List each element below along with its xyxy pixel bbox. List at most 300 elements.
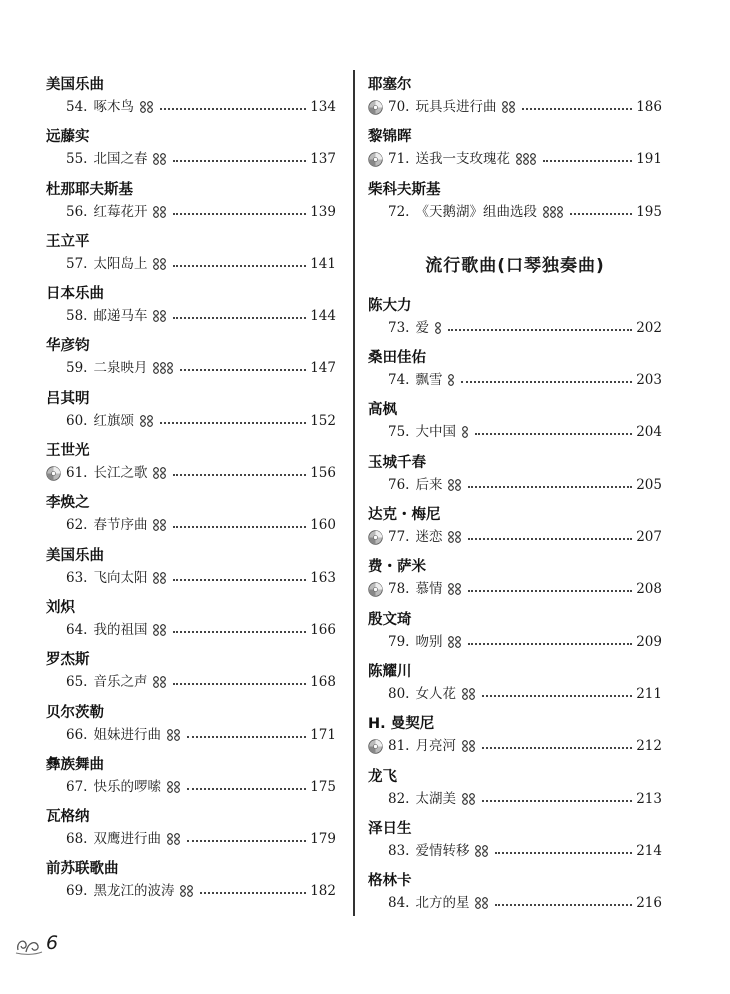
page-ref[interactable]: 211 (636, 685, 662, 702)
page-ref[interactable]: 209 (636, 633, 662, 650)
piece-number: 56. (66, 203, 88, 220)
composer-name: 达克・梅尼 (368, 507, 441, 524)
toc-entry[interactable] (368, 818, 662, 870)
page-ref[interactable]: 175 (310, 778, 336, 795)
difficulty-rating (153, 153, 167, 165)
difficulty-note-icon (502, 101, 508, 113)
page-ref[interactable]: 160 (310, 517, 336, 534)
toc-entry[interactable] (368, 295, 662, 347)
piece-title[interactable]: 二泉映月 (93, 360, 148, 377)
composer-name: 高枫 (368, 402, 397, 419)
piece-title[interactable]: 月亮河 (415, 738, 456, 755)
piece-row[interactable] (368, 735, 662, 757)
piece-row[interactable] (46, 148, 336, 170)
piece-title[interactable]: 飘雪 (415, 372, 443, 389)
piece-number: 58. (66, 308, 88, 325)
difficulty-note-icon (530, 153, 536, 165)
page-ref[interactable]: 204 (636, 424, 662, 441)
piece-number: 79. (388, 633, 410, 650)
difficulty-note-icon (153, 467, 159, 479)
difficulty-rating (153, 258, 167, 270)
composer-name: 吕其明 (46, 390, 90, 407)
dot-leader (173, 579, 306, 581)
piece-number: 68. (66, 831, 88, 848)
cd-audio-icon (368, 152, 383, 167)
piece-title[interactable]: 女人花 (415, 685, 456, 702)
piece-title[interactable]: 音乐之声 (93, 674, 148, 691)
page-ref[interactable]: 179 (310, 831, 336, 848)
composer-name: 远藤实 (46, 129, 90, 146)
difficulty-note-icon (153, 519, 159, 531)
difficulty-note-icon (462, 688, 468, 700)
piece-row[interactable] (368, 148, 662, 170)
piece-row[interactable] (368, 526, 662, 548)
difficulty-rating (167, 781, 181, 793)
difficulty-note-icon (435, 322, 441, 334)
page-ref[interactable]: 214 (636, 842, 662, 859)
difficulty-rating (153, 362, 174, 374)
piece-title[interactable]: 邮递马车 (93, 308, 148, 325)
piece-number: 72. (388, 203, 410, 220)
difficulty-note-icon (462, 426, 468, 438)
piece-title[interactable]: 《天鹅湖》组曲选段 (415, 203, 537, 220)
difficulty-note-icon (462, 740, 468, 752)
toc-entry[interactable] (46, 597, 336, 649)
dot-leader (173, 317, 306, 319)
toc-entry[interactable] (46, 545, 336, 597)
difficulty-note-icon (160, 258, 166, 270)
toc-entry[interactable] (46, 74, 336, 126)
piece-title[interactable]: 慕情 (415, 581, 443, 598)
dot-leader (495, 852, 632, 854)
dot-leader (173, 160, 306, 162)
difficulty-note-icon (167, 729, 173, 741)
toc-entry[interactable] (46, 335, 336, 387)
difficulty-note-icon (147, 101, 153, 113)
difficulty-note-icon (153, 310, 159, 322)
piece-title[interactable]: 我的祖国 (93, 621, 148, 638)
page-ref[interactable]: 208 (636, 581, 662, 598)
piece-number: 78. (388, 581, 410, 598)
piece-number: 82. (388, 790, 410, 807)
piece-title[interactable]: 爱 (415, 319, 429, 336)
toc-entry[interactable] (46, 649, 336, 701)
piece-row[interactable] (46, 357, 336, 379)
toc-entry[interactable] (46, 126, 336, 178)
piece-title[interactable]: 玩具兵进行曲 (415, 99, 497, 115)
dot-leader (482, 695, 632, 697)
difficulty-note-icon (160, 206, 166, 218)
difficulty-note-icon (482, 897, 488, 909)
difficulty-note-icon (153, 676, 159, 688)
piece-number: 60. (66, 412, 88, 429)
page-ref[interactable]: 163 (310, 569, 336, 586)
piece-number: 57. (66, 255, 88, 272)
page-ref[interactable]: 213 (636, 790, 662, 807)
piece-row[interactable] (46, 462, 336, 484)
piece-row[interactable] (46, 514, 336, 536)
difficulty-note-icon (153, 572, 159, 584)
page-ref[interactable]: 141 (310, 255, 336, 272)
difficulty-note-icon (462, 793, 468, 805)
toc-entry[interactable] (368, 766, 662, 818)
composer-name: 费・萨米 (368, 559, 426, 576)
dot-leader (448, 329, 632, 331)
difficulty-rating (448, 374, 455, 386)
dot-leader (160, 108, 306, 110)
toc-entry[interactable] (368, 504, 662, 556)
difficulty-note-icon (509, 101, 515, 113)
difficulty-note-icon (482, 845, 488, 857)
dot-leader (187, 736, 306, 738)
piece-title[interactable]: 爱情转移 (415, 842, 470, 859)
difficulty-rating (462, 426, 469, 438)
dot-leader (468, 538, 632, 540)
piece-number: 80. (388, 685, 410, 702)
dot-leader (482, 747, 632, 749)
piece-title[interactable]: 飞向太阳 (93, 569, 148, 586)
page-ref[interactable]: 156 (310, 465, 336, 482)
toc-entry[interactable] (46, 858, 336, 910)
dot-leader (173, 213, 306, 215)
piece-title[interactable]: 太阳岛上 (93, 255, 148, 272)
difficulty-note-icon (469, 740, 475, 752)
toc-entry[interactable] (46, 388, 336, 440)
piece-row[interactable] (368, 421, 662, 443)
piece-row[interactable] (368, 578, 662, 600)
piece-title[interactable]: 吻别 (415, 633, 443, 650)
difficulty-rating (448, 583, 462, 595)
page-ref[interactable]: 137 (310, 151, 336, 168)
difficulty-note-icon (187, 885, 193, 897)
toc-entry[interactable] (368, 556, 662, 608)
piece-row[interactable] (46, 305, 336, 327)
difficulty-rating (153, 519, 167, 531)
toc-left-column (46, 74, 336, 911)
page-ref[interactable]: 203 (636, 372, 662, 389)
difficulty-note-icon (180, 885, 186, 897)
difficulty-rating (153, 467, 167, 479)
difficulty-note-icon (160, 362, 166, 374)
dot-leader (173, 474, 306, 476)
difficulty-rating (167, 729, 181, 741)
difficulty-rating (543, 206, 564, 218)
piece-number: 61. (66, 465, 88, 482)
composer-name: 刘炽 (46, 599, 75, 616)
cd-audio-icon (368, 100, 383, 115)
composer-name: 李焕之 (46, 495, 90, 512)
difficulty-note-icon (160, 310, 166, 322)
piece-row[interactable] (368, 369, 662, 391)
piece-row[interactable] (368, 840, 662, 862)
piece-row[interactable] (368, 474, 662, 496)
difficulty-rating (462, 688, 476, 700)
difficulty-rating (153, 310, 167, 322)
piece-row[interactable] (46, 619, 336, 641)
difficulty-note-icon (475, 845, 481, 857)
piece-title[interactable]: 双鹰进行曲 (93, 831, 161, 848)
page-number: 6 (46, 932, 59, 954)
piece-title[interactable]: 长江之歌 (93, 465, 148, 482)
piece-title[interactable]: 北方的星 (415, 895, 470, 912)
dot-leader (187, 840, 306, 842)
difficulty-note-icon (160, 676, 166, 688)
page-ref[interactable]: 144 (310, 308, 336, 325)
composer-name: 柴科夫斯基 (368, 181, 441, 198)
page-ref[interactable]: 186 (636, 99, 662, 115)
difficulty-note-icon (167, 781, 173, 793)
piece-row[interactable] (46, 880, 336, 902)
dot-leader (160, 422, 306, 424)
page-ref[interactable]: 152 (310, 412, 336, 429)
toc-entry[interactable] (46, 754, 336, 806)
page-ref[interactable]: 207 (636, 529, 662, 546)
toc-right-top-group (368, 74, 662, 231)
composer-name: 贝尔茨勒 (46, 704, 104, 721)
piece-title[interactable]: 红莓花开 (93, 203, 148, 220)
dot-leader (543, 160, 632, 162)
toc-entry[interactable] (368, 347, 662, 399)
piece-title[interactable]: 后来 (415, 476, 443, 493)
dot-leader (173, 526, 306, 528)
piece-number: 59. (66, 360, 88, 377)
difficulty-rating (153, 676, 167, 688)
page-ref[interactable]: 166 (310, 621, 336, 638)
toc-entry[interactable] (368, 399, 662, 451)
difficulty-note-icon (153, 362, 159, 374)
difficulty-rating (502, 101, 516, 113)
toc-entry[interactable] (368, 126, 662, 178)
dot-leader (173, 265, 306, 267)
composer-name: 杜那耶夫斯基 (46, 181, 133, 198)
piece-row[interactable] (46, 567, 336, 589)
page-ref[interactable]: 171 (310, 726, 336, 743)
difficulty-rating (516, 153, 537, 165)
piece-title[interactable]: 快乐的啰嗦 (93, 778, 161, 795)
difficulty-note-icon (469, 793, 475, 805)
dot-leader (468, 590, 632, 592)
page-ref[interactable]: 205 (636, 476, 662, 493)
piece-row[interactable] (46, 671, 336, 693)
difficulty-note-icon (153, 624, 159, 636)
composer-name: 彝族舞曲 (46, 756, 104, 773)
page-ref[interactable]: 195 (636, 203, 662, 220)
composer-name: H. 曼契尼 (368, 716, 435, 733)
toc-entry[interactable] (368, 870, 662, 922)
piece-row[interactable] (46, 828, 336, 850)
composer-name: 陈耀川 (368, 663, 412, 680)
toc-entry[interactable] (46, 702, 336, 754)
composer-name: 格林卡 (368, 873, 412, 890)
piece-number: 71. (388, 151, 410, 168)
composer-name: 龙飞 (368, 768, 397, 785)
toc-entry[interactable] (46, 440, 336, 492)
difficulty-rating (153, 572, 167, 584)
piece-number: 75. (388, 424, 410, 441)
toc-entry[interactable] (46, 283, 336, 335)
cd-audio-icon (368, 582, 383, 597)
difficulty-note-icon (147, 415, 153, 427)
difficulty-note-icon (160, 572, 166, 584)
piece-number: 76. (388, 476, 410, 493)
toc-entry[interactable] (368, 713, 662, 765)
page-ref[interactable]: 147 (310, 360, 336, 377)
dot-leader (468, 643, 632, 645)
difficulty-note-icon (516, 153, 522, 165)
composer-name: 罗杰斯 (46, 652, 90, 669)
composer-name: 瓦格纳 (46, 809, 90, 826)
page-ref[interactable]: 212 (636, 738, 662, 755)
dot-leader (482, 800, 632, 802)
difficulty-note-icon (174, 781, 180, 793)
dot-leader (570, 213, 632, 215)
piece-title[interactable]: 黑龙江的波涛 (93, 883, 175, 900)
difficulty-rating (462, 793, 476, 805)
cd-audio-icon (46, 466, 61, 481)
piece-number: 73. (388, 319, 410, 336)
difficulty-rating (140, 415, 154, 427)
piece-title[interactable]: 红旗颂 (93, 412, 134, 429)
composer-name: 泽日生 (368, 820, 412, 837)
composer-name: 桑田佳佑 (368, 350, 426, 367)
difficulty-note-icon (448, 583, 454, 595)
difficulty-rating (475, 897, 489, 909)
difficulty-note-icon (140, 415, 146, 427)
composer-name: 美国乐曲 (46, 547, 104, 564)
difficulty-note-icon (448, 374, 454, 386)
difficulty-note-icon (153, 206, 159, 218)
toc-right-column (368, 74, 662, 922)
piece-number: 65. (66, 674, 88, 691)
cd-audio-icon (368, 739, 383, 754)
dot-leader (180, 369, 306, 371)
toc-entry[interactable] (368, 179, 662, 231)
difficulty-rating (180, 885, 194, 897)
composer-name: 日本乐曲 (46, 286, 104, 303)
dot-leader (522, 108, 632, 110)
toc-right-bottom-group (368, 295, 662, 923)
page-ref[interactable]: 139 (310, 203, 336, 220)
piece-row[interactable] (46, 410, 336, 432)
piece-title[interactable]: 北国之春 (93, 151, 148, 168)
page-ref[interactable]: 134 (310, 99, 336, 115)
toc-entry[interactable] (46, 492, 336, 544)
piece-row[interactable] (368, 683, 662, 705)
dot-leader (468, 486, 632, 488)
piece-row[interactable] (46, 201, 336, 223)
difficulty-note-icon (160, 467, 166, 479)
piece-title[interactable]: 啄木鸟 (93, 99, 134, 115)
difficulty-rating (448, 531, 462, 543)
difficulty-note-icon (475, 897, 481, 909)
difficulty-note-icon (523, 153, 529, 165)
piece-title[interactable]: 迷恋 (415, 529, 443, 546)
piece-title[interactable]: 太湖美 (415, 790, 456, 807)
difficulty-note-icon (167, 833, 173, 845)
toc-entry[interactable] (368, 452, 662, 504)
page-ref[interactable]: 202 (636, 319, 662, 336)
piece-row[interactable] (368, 96, 662, 118)
toc-entry[interactable] (46, 231, 336, 283)
page-ref[interactable]: 182 (310, 883, 336, 900)
composer-name: 美国乐曲 (46, 77, 104, 93)
dot-leader (475, 433, 632, 435)
dot-leader (461, 381, 632, 383)
difficulty-note-icon (167, 362, 173, 374)
difficulty-rating (448, 479, 462, 491)
difficulty-rating (153, 206, 167, 218)
piece-number: 66. (66, 726, 88, 743)
piece-number: 74. (388, 372, 410, 389)
piece-row[interactable] (368, 201, 662, 223)
piece-row[interactable] (368, 892, 662, 914)
difficulty-note-icon (174, 833, 180, 845)
piece-number: 70. (388, 99, 410, 115)
difficulty-note-icon (557, 206, 563, 218)
dot-leader (173, 683, 306, 685)
piece-row[interactable] (368, 788, 662, 810)
flourish-icon (14, 930, 44, 956)
composer-name: 耶塞尔 (368, 77, 412, 93)
page-ref[interactable]: 216 (636, 895, 662, 912)
piece-row[interactable] (368, 317, 662, 339)
toc-entry[interactable] (46, 806, 336, 858)
piece-number: 55. (66, 151, 88, 168)
composer-name: 华彦钧 (46, 338, 90, 355)
toc-entry[interactable] (368, 74, 662, 126)
piece-number: 62. (66, 517, 88, 534)
composer-name: 玉城千春 (368, 454, 426, 471)
piece-title[interactable]: 姐妹进行曲 (93, 726, 161, 743)
piece-row[interactable] (46, 96, 336, 118)
difficulty-note-icon (448, 531, 454, 543)
page-ref[interactable]: 191 (636, 151, 662, 168)
piece-row[interactable] (46, 253, 336, 275)
difficulty-note-icon (174, 729, 180, 741)
piece-number: 77. (388, 529, 410, 546)
section-heading: 流行歌曲(口琴独奏曲) (425, 255, 605, 276)
difficulty-note-icon (160, 153, 166, 165)
piece-number: 81. (388, 738, 410, 755)
piece-row[interactable] (46, 776, 336, 798)
column-divider (353, 70, 355, 916)
dot-leader (495, 904, 632, 906)
piece-row[interactable] (46, 724, 336, 746)
difficulty-rating (140, 101, 154, 113)
piece-number: 69. (66, 883, 88, 900)
page-ref[interactable]: 168 (310, 674, 336, 691)
composer-name: 王立平 (46, 233, 90, 250)
difficulty-note-icon (153, 153, 159, 165)
difficulty-note-icon (160, 624, 166, 636)
difficulty-note-icon (455, 636, 461, 648)
toc-entry[interactable] (368, 609, 662, 661)
difficulty-note-icon (160, 519, 166, 531)
page-footer (14, 930, 58, 956)
composer-name: 殷文琦 (368, 611, 412, 628)
toc-entry[interactable] (46, 179, 336, 231)
difficulty-rating (448, 636, 462, 648)
composer-name: 王世光 (46, 443, 90, 460)
difficulty-rating (435, 322, 442, 334)
piece-title[interactable]: 春节序曲 (93, 517, 148, 534)
toc-entry[interactable] (368, 661, 662, 713)
piece-title[interactable]: 送我一支玫瑰花 (415, 151, 510, 168)
piece-row[interactable] (368, 631, 662, 653)
piece-title[interactable]: 大中国 (415, 424, 456, 441)
dot-leader (187, 788, 306, 790)
composer-name: 陈大力 (368, 297, 412, 314)
